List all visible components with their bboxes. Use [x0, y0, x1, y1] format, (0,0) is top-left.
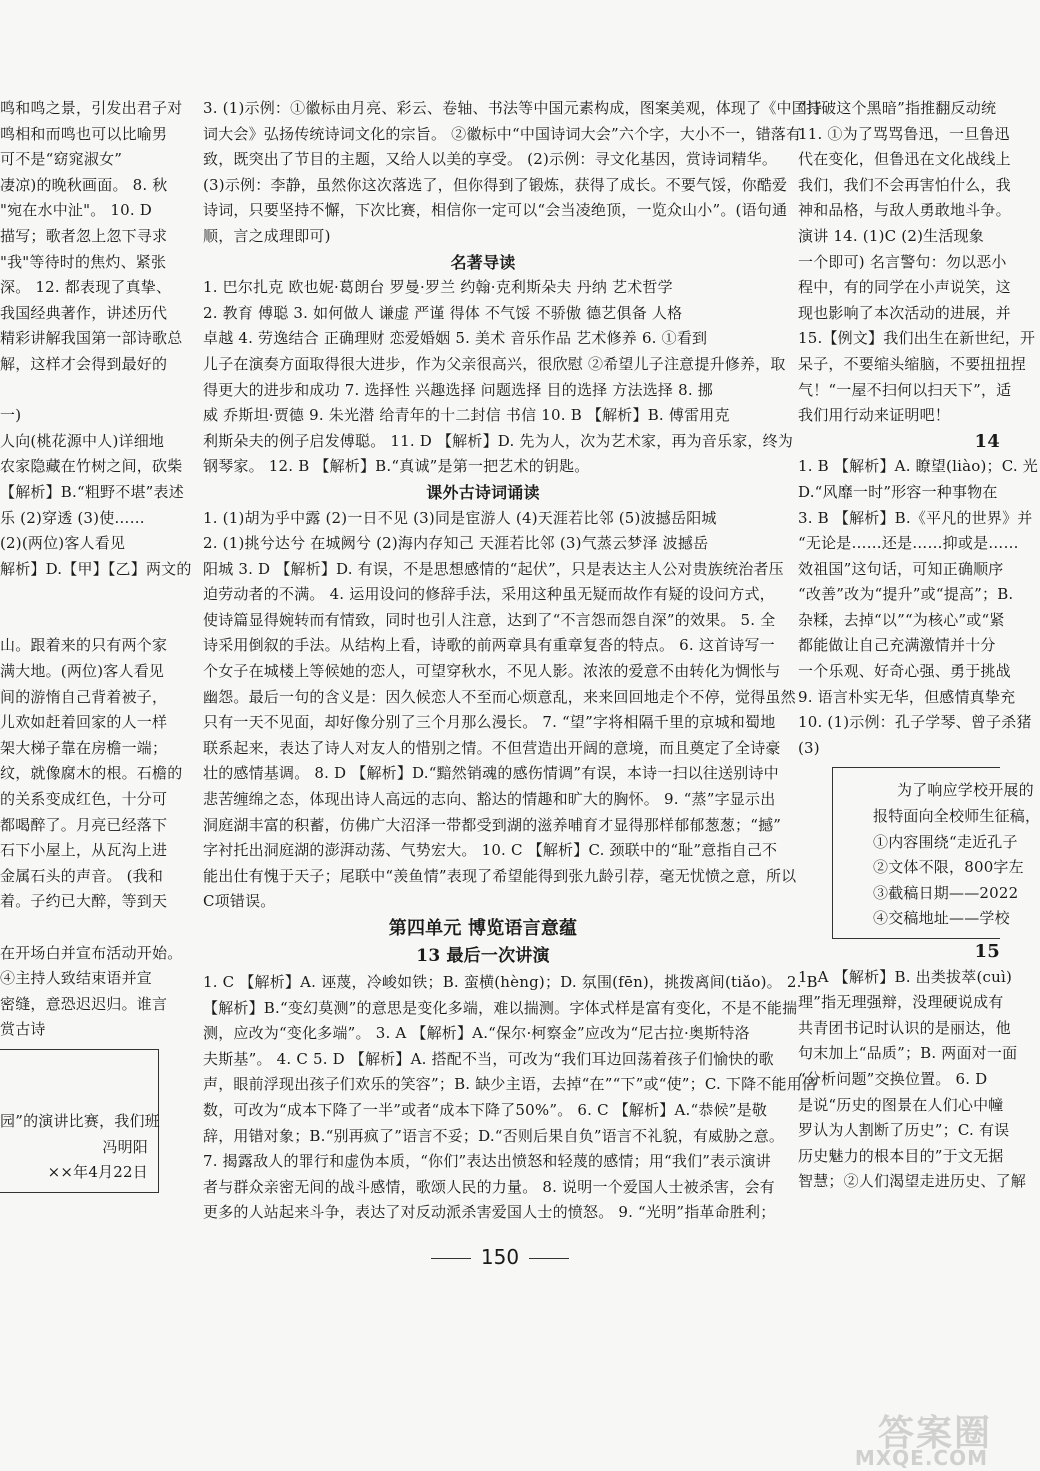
- text-line: 共青团书记时认识的是丽达，他: [798, 1018, 1011, 1037]
- answer-block-gushici: [203, 506, 797, 916]
- text-line: 阳城 3. D 【解析】D. 有误，不是思想感情的“起伏”，只是表达主人公对贵族统治者压: [203, 559, 784, 578]
- text-line: 【解析】B.“变幻莫测”的意思是变化多端，难以揣测。字体式样是富有变化，不是不能揣: [203, 998, 798, 1017]
- text-line: 1. 巴尔扎克 欧也妮·葛朗台 罗曼·罗兰 约翰·克利斯朵夫 丹纳 艺术哲学: [203, 278, 673, 297]
- text-line: 3. (1)示例：①徽标由月亮、彩云、卷轴、书法等中国元素构成，图案美观，体现了《中国诗: [203, 99, 823, 117]
- text-line: 是说“历史的图景在人们心中幢: [798, 1095, 1004, 1114]
- text-line: 气！“一屋不扫何以扫天下”，适: [798, 380, 1012, 399]
- text-line: [0, 582, 170, 608]
- text-line: 罗认为人割断了历史”；C. 有误: [798, 1121, 1010, 1140]
- text-line: 诗采用倒叙的手法。从结构上看，诗歌的前两章具有重章复沓的特点。 6. 这首诗写一: [203, 636, 775, 655]
- text-line: 得更大的进步和成功 7. 选择性 兴趣选择 问题选择 目的选择 方法选择 8. 挪: [203, 380, 713, 399]
- text-line: 【解析】B.“粗野不堪”表述: [0, 482, 184, 501]
- right-column-text-mid: [798, 454, 1038, 736]
- text-line: 呆子，不要缩头缩脑，不要扭扭捏: [798, 354, 1027, 373]
- text-line: 历史魅力的根本目的”于文无据: [798, 1146, 1004, 1165]
- section-title-gushici: 课外古诗词诵读: [426, 482, 540, 502]
- answer-block-intro: [203, 96, 823, 250]
- text-line: “改善”改为“提升”或“提高”；B.: [798, 585, 1014, 604]
- text-line: 11. ①为了骂骂鲁迅，一旦鲁迅: [798, 124, 1010, 143]
- text-line: 程中，有的同学在小声说笑，这: [798, 278, 1011, 297]
- text-line: 理”指无理强辩，没理硬说成有: [798, 993, 1004, 1012]
- text-line: “无论是……还是……抑或是……: [798, 534, 1019, 553]
- notice-date: ××年4月22日: [47, 1163, 148, 1182]
- notice-signature: 冯明阳: [102, 1137, 148, 1156]
- text-line: 一个乐观、好奇心强、勇于挑战: [798, 662, 1011, 681]
- text-line: 一): [0, 406, 22, 425]
- text-line: 悲苦缠绵之态，体现出诗人高远的志向、豁达的情趣和旷大的胸怀。 9. “蒸”字显示出: [203, 790, 776, 809]
- text-line: 数，可改为“成本下降了一半”或者“成本下降了50%”。 6. C 【解析】A.“恭候”是敬: [203, 1100, 768, 1119]
- text-line: 人向(桃花源中人)详细地: [0, 431, 165, 450]
- text-line: 卓越 4. 劳逸结合 正确理财 恋爱婚姻 5. 美术 音乐作品 艺术修养 6. ①看到: [203, 329, 708, 348]
- text-line: 赏古诗: [0, 1020, 46, 1039]
- page-number-dash-left: [431, 1258, 471, 1259]
- text-line: 代在变化，但鲁迅在文化战线上: [798, 150, 1011, 169]
- text-line: 解，这样才会得到最好的: [0, 354, 168, 373]
- text-line: 间的游惰自己背着被子，: [0, 687, 168, 706]
- text-line: 2. 教育 傅聪 3. 如何做人 谦虚 严谨 得体 不气馁 不骄傲 德艺俱备 人格: [203, 303, 683, 322]
- text-line: 儿子在演奏方面取得很大进步，作为父亲很高兴，很欣慰 ②希望儿子注意提升修养，取: [203, 354, 786, 373]
- notice-line: [0, 1084, 158, 1110]
- text-line: 纹，就像腐木的根。石檐的: [0, 764, 183, 783]
- text-line: 测，应改为“变化多端”。 3. A 【解析】A.“保尔·柯察金”应改为“尼古拉·奥斯特洛: [203, 1024, 750, 1043]
- text-line: 石下小屋上，从瓦沟上进: [0, 841, 168, 860]
- text-line: "宛在水中沚"。 10. D: [0, 201, 153, 220]
- section-title-mingzhu: 名著导读: [450, 252, 516, 272]
- text-line: 利斯朵夫的例子启发傅聪。 11. D 【解析】D. 先为人，次为艺术家，再为音乐家，终为: [203, 431, 794, 450]
- notice-line: 园”的演讲比赛，我们班: [0, 1112, 160, 1131]
- notice-line: [0, 1058, 158, 1084]
- notice-line: 为了响应学校开展的: [897, 781, 1034, 800]
- text-line: 我们，我们不会再害怕什么，我: [798, 175, 1011, 194]
- left-notice-box: [0, 1049, 159, 1193]
- left-column-text: [0, 96, 192, 1043]
- text-line: 10. (1)示例：孔子学琴、曾子杀猪: [798, 713, 1032, 732]
- text-line: 都能做让自己充满激情并十分: [798, 636, 996, 655]
- right-column-text-bottom: [798, 965, 1027, 1195]
- text-line: 7. 揭露敌人的罪行和虚伪本质，“你们”表达出愤怒和轻蔑的感情；用“我们”表示演讲: [203, 1152, 771, 1171]
- text-line: 词大会》弘扬传统诗词文化的宗旨。 ②徽标中“中国诗词大会”六个字，大小不一，错落有: [203, 124, 802, 143]
- text-line: 鸣和鸣之景，引发出君子对: [0, 99, 183, 117]
- unit-title: 第四单元 博览语言意蕴: [388, 918, 578, 939]
- text-line: 在开场白并宣布活动开始。: [0, 943, 183, 962]
- lesson-number-15: 15: [974, 941, 1000, 962]
- left-column: [0, 96, 192, 1193]
- text-line: 联系起来，表达了诗人对友人的惜别之情。不但营造出开阔的意境，而且奠定了全诗豪: [203, 738, 781, 757]
- text-line: 幽怨。最后一句的含义是：因久候恋人不至而心烦意乱，来来回回地走个不停，觉得虽然: [203, 687, 796, 706]
- text-line: D.“风靡一时”形容一种事物在: [798, 482, 998, 501]
- text-line: "我"等待时的焦灼、紧张: [0, 252, 167, 271]
- text-line: 金属石头的声音。 (我和: [0, 866, 164, 885]
- notice-line: ②文体不限，800字左: [873, 858, 1024, 877]
- text-line: 精彩讲解我国第一部诗歌总: [0, 329, 183, 348]
- text-line: 杂糅，去掉“以”“为核心”或“紧: [798, 610, 1005, 629]
- text-line: 字衬托出洞庭湖的澎湃动荡、气势宏大。 10. C 【解析】C. 颈联中的“耻”意指自己不: [203, 841, 778, 860]
- text-line: 智慧；②人们渴望走进历史、了解: [798, 1172, 1027, 1191]
- text-line: 壮的感情基调。 8. D 【解析】D.“黯然销魂的感伤情调”有误，本诗一扫以往送别诗中: [203, 764, 779, 783]
- text-line: 解析】D.【甲】【乙】两文的: [0, 559, 192, 578]
- text-line: 着。子约已大醉，等到天: [0, 892, 168, 911]
- notice-line: ①内容围绕“走近孔子: [873, 832, 1018, 851]
- text-line: 钢琴家。 12. B 【解析】B.“真诚”是第一把艺术的钥匙。: [203, 457, 590, 476]
- text-line: 满大地。(两位)客人看见: [0, 662, 165, 681]
- text-line: 1. C 【解析】A. 诬蔑，冷峻如铁；B. 蛮横(hèng)；D. 氛围(fēn)，挑拨离间(tiǎo)。 2. B: [203, 973, 818, 991]
- lesson-title: 13 最后一次讲演: [416, 946, 550, 966]
- box-label: (3): [798, 738, 820, 757]
- watermark-url: MXQE.COM: [854, 1446, 988, 1470]
- notice-line: 报特面向全校师生征稿，: [873, 807, 1040, 826]
- text-line: [0, 608, 170, 634]
- text-line: 的关系变成红色，十分可: [0, 790, 168, 809]
- text-line: 迫劳动者的不满。 4. 运用设问的修辞手法，采用这种虽无疑而故作有疑的设问方式，: [203, 585, 775, 604]
- text-line: 声，眼前浮现出孩子们欢乐的笑容”；B. 缺少主语，去掉“在”“下”或“使”；C. 下降不能用倍: [203, 1075, 818, 1094]
- text-line: 架大梯子靠在房檐一端；: [0, 738, 168, 757]
- answer-block-lesson-13: [203, 970, 818, 1226]
- text-line: 诗词，只要坚持不懈，下次比赛，相信你一定可以“会当凌绝顶，一览众山小”。(语句通: [203, 201, 788, 220]
- text-line: 都喝醉了。月亮已经落下: [0, 815, 168, 834]
- watermark-logo: 答案圈: [877, 1413, 992, 1454]
- text-line: [0, 915, 170, 941]
- text-line: 致，既突出了节目的主题，又给人以美的享受。 (2)示例：寻文化基因，赏诗词精华。: [203, 150, 778, 169]
- text-line: 可不是“窈窕淑女”: [0, 150, 123, 169]
- text-line: (2)(两位)客人看见: [0, 534, 126, 553]
- right-column: [798, 96, 1040, 1195]
- text-line: 2. (1)挑兮达兮 在城阙兮 (2)海内存知己 天涯若比邻 (3)气蒸云梦泽 波撼岳: [203, 534, 709, 553]
- left-notice-text: [0, 1058, 158, 1135]
- text-line: 只有一天不见面，却好像分别了三个月那么漫长。 7. “望”字将相隔千里的京城和蜀地: [203, 713, 776, 732]
- text-line: “分析问题”交换位置。 6. D: [798, 1069, 988, 1088]
- text-line: 1. (1)胡为乎中露 (2)一日不见 (3)同是宦游人 (4)天涯若比邻 (5)波撼岳阳城: [203, 508, 717, 527]
- text-line: 我国经典著作，讲述历代: [0, 303, 168, 322]
- text-line: 个女子在城楼上等候她的恋人，可望穿秋水，不见人影。浓浓的爱意不由转化为惆怅与: [203, 662, 781, 681]
- text-line: 描写；歌者忽上忽下寻求: [0, 226, 168, 245]
- right-notice-box: [832, 767, 1040, 939]
- right-notice-text: [873, 778, 1040, 932]
- answer-block-mingzhu: [203, 275, 794, 480]
- text-line: 15.【例文】我们出生在新世纪，开: [798, 329, 1036, 348]
- text-line: 一个即可) 名言警句：勿以恶小: [798, 252, 1007, 271]
- middle-column: [203, 96, 823, 1226]
- text-line: 深。 12. 都表现了真挚、: [0, 278, 172, 297]
- text-line: 3. B 【解析】B.《平凡的世界》并: [798, 508, 1033, 527]
- text-line: 效祖国”这句话，可知正确顺序: [798, 559, 1004, 578]
- text-line: 1. B 【解析】A. 瞭望(liào)；C. 光: [798, 457, 1038, 476]
- notice-line: ③截稿日期——2022: [873, 883, 1019, 902]
- text-line: 9. 语言朴实无华，但感情真挚充: [798, 687, 1016, 706]
- page-number-dash-right: [529, 1258, 569, 1259]
- text-line: “打破这个黑暗”指推翻反动统: [798, 99, 997, 117]
- text-line: (3)示例：李静，虽然你这次落选了，但你得到了锻炼，获得了成长。不要气馁，你酷爱: [203, 175, 788, 194]
- text-line: 句末加上“品质”；B. 两面对一面: [798, 1044, 1018, 1063]
- text-line: 顺，言之成理即可): [203, 226, 331, 245]
- text-line: [0, 378, 170, 404]
- text-line: 辞，用错对象；B.“别再疯了”语言不妥；D.“否则后果自负”语言不礼貌，有威胁之意。: [203, 1126, 785, 1145]
- text-line: 儿欢如赶着回家的人一样: [0, 713, 168, 732]
- text-line: 鸣相和而鸣也可以比喻男: [0, 124, 168, 143]
- text-line: ④主持人致结束语并宣: [0, 969, 153, 988]
- text-line: 者与群众亲密无间的战斗感情，歌颂人民的力量。 8. 说明一个爱国人士被杀害，会有: [203, 1177, 775, 1196]
- text-line: 现也影响了本次活动的进展，并: [798, 303, 1011, 322]
- text-line: 更多的人站起来斗争，表达了对反动派杀害爱国人士的愤怒。 9. “光明”指革命胜利；: [203, 1203, 776, 1222]
- text-line: 演讲 14. (1)C (2)生活现象: [798, 226, 984, 245]
- text-line: 凄凉)的晚秋画面。 8. 秋: [0, 175, 168, 194]
- text-line: 能出仕有愧于天子；尾联中“羡鱼情”表现了希望能得到张九龄引荐，毫无忧愤之意，所以: [203, 866, 797, 885]
- text-line: 使诗篇显得婉转而有情致，同时也引人注意，达到了“不言怨而怨自深”的效果。 5. 全: [203, 610, 776, 629]
- text-line: 威 乔斯坦·贾德 9. 朱光潜 给青年的十二封信 书信 10. B 【解析】B. 傅雷用克: [203, 406, 730, 425]
- text-line: 夫斯基”。 4. C 5. D 【解析】A. 搭配不当，可改为“我们耳边回荡着孩子们愉快的歌: [203, 1049, 774, 1068]
- page-number: [0, 1245, 1000, 1269]
- text-line: 1. A 【解析】B. 出类拔萃(cuì): [798, 967, 1013, 986]
- text-line: C项错误。: [203, 892, 276, 911]
- notice-line: ④交稿地址——学校: [873, 909, 1010, 928]
- text-line: 山。跟着来的只有两个家: [0, 636, 168, 655]
- text-line: 洞庭湖丰富的积蓄，仿佛广大沼泽一带都受到湖的滋养哺育才显得那样郁郁葱葱；“撼”: [203, 815, 782, 834]
- right-column-text-top: [798, 96, 1036, 429]
- text-line: 农家隐藏在竹树之间，砍柴: [0, 457, 183, 476]
- text-line: 神和品格，与敌人勇敢地斗争。: [798, 201, 1011, 220]
- text-line: 密缝，意恐迟迟归。谁言: [0, 994, 168, 1013]
- page-number-text: 150: [480, 1245, 520, 1269]
- lesson-number-14: 14: [974, 430, 1000, 452]
- text-line: 乐 (2)穿透 (3)使……: [0, 508, 145, 527]
- text-line: 我们用行动来证明吧！: [798, 406, 951, 425]
